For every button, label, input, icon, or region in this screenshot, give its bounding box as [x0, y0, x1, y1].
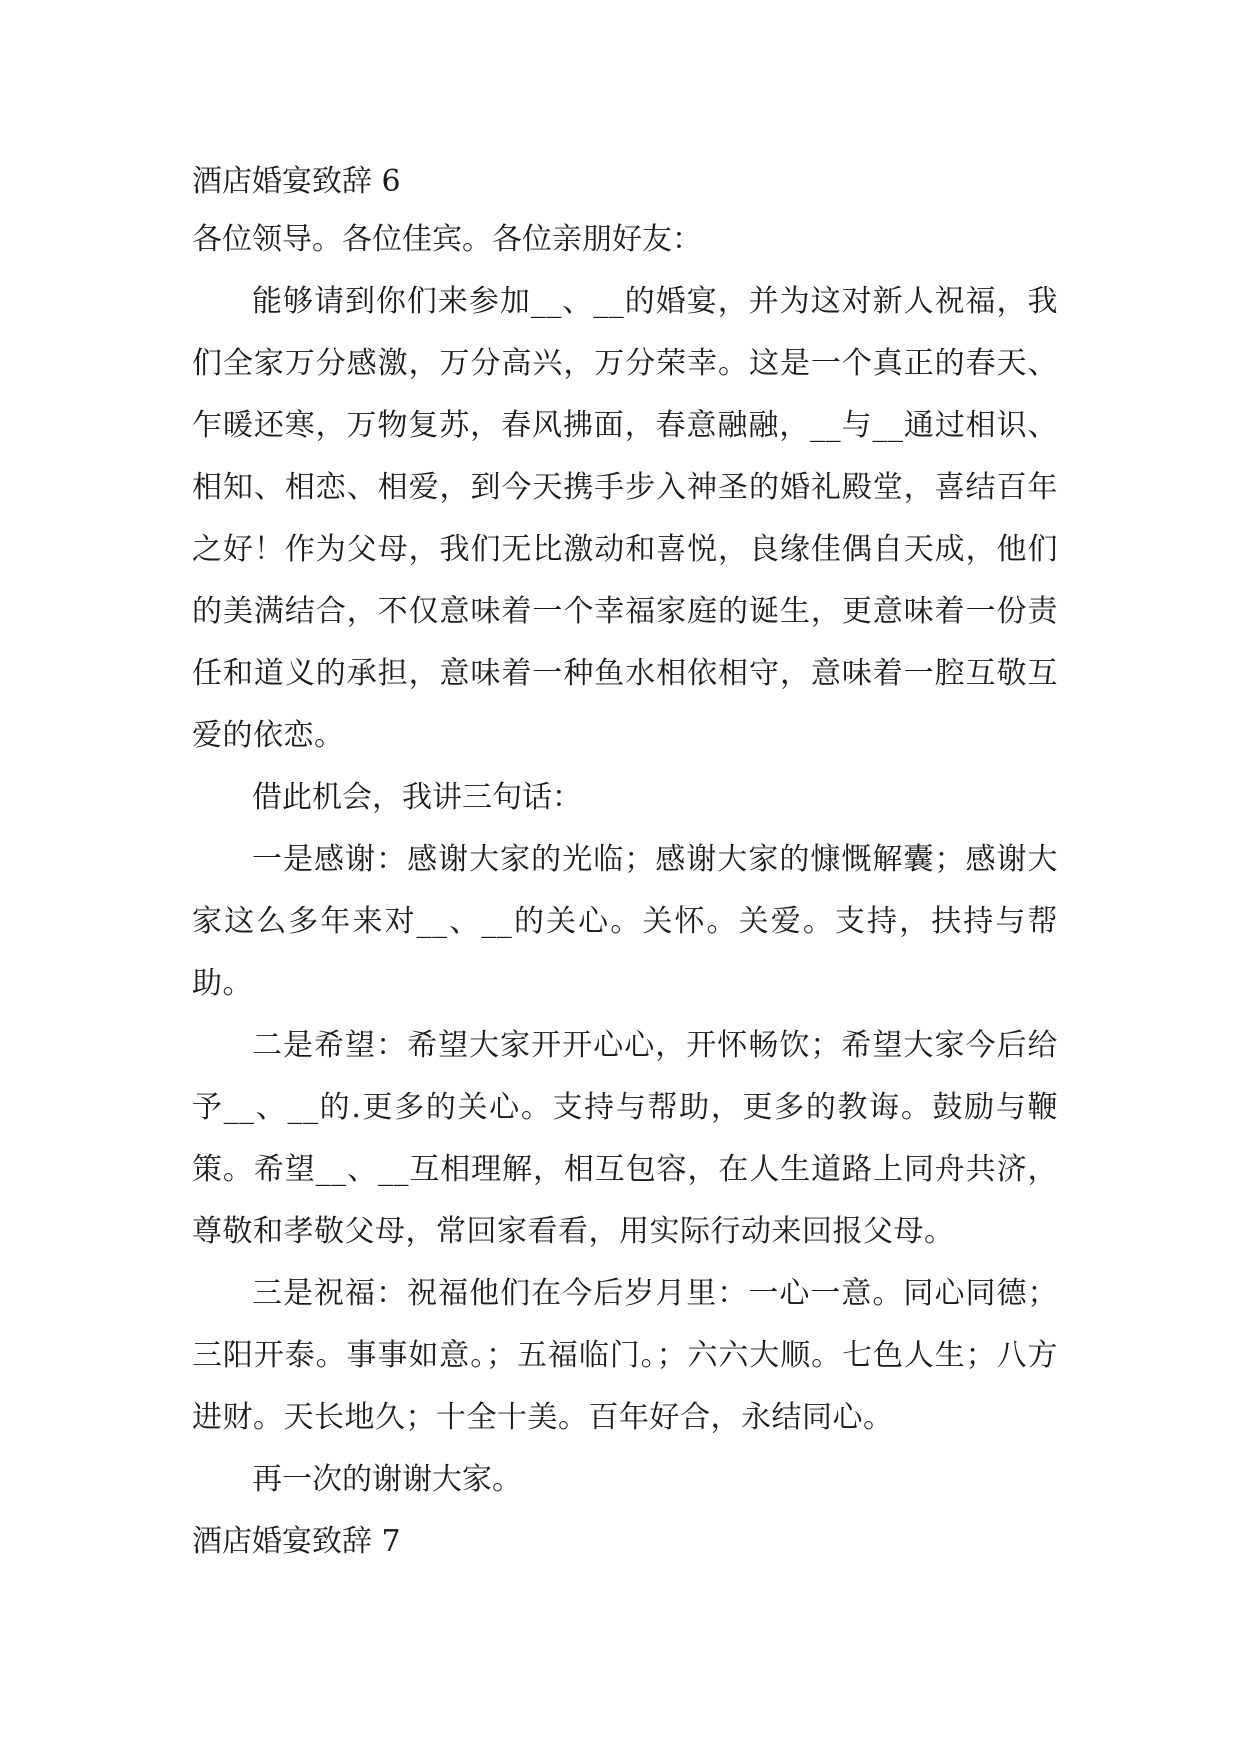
section-heading: 酒店婚宴致辞 6	[192, 164, 401, 199]
section-heading: 酒店婚宴致辞 7	[192, 1524, 401, 1559]
paragraph-thanks: 一是感谢：感谢大家的光临；感谢大家的慷慨解囊；感谢大家这么多年来对__、__的关心。关怀。关爱。支持，扶持与帮助。	[192, 842, 1058, 1001]
paragraph-hopes: 二是希望：希望大家开开心心，开怀畅饮；希望大家今后给予__、__的.更多的关心。支持与帮助，更多的教诲。鼓励与鞭策。希望__、__互相理解，相互包容，在人生道路上同舟共济，尊敬和孝敬父母，常回家看看，用实际行动来回报父母。	[192, 1028, 1058, 1249]
paragraph-closing: 再一次的谢谢大家。	[252, 1462, 522, 1497]
document-page	[192, 155, 1058, 1573]
paragraph-intro: 借此机会，我讲三句话：	[252, 780, 582, 815]
salutation: 各位领导。各位佳宾。各位亲朋好友：	[192, 222, 702, 257]
paragraph-opening: 能够请到你们来参加__、__的婚宴，并为这对新人祝福，我们全家万分感激，万分高兴，万分荣幸。这是一个真正的春天、乍暖还寒，万物复苏，春风拂面，春意融融，__与__通过相识、相知、相恋、相爱，到今天携手步入神圣的婚礼殿堂，喜结百年之好！作为父母，我们无比激动和喜悦，良缘佳偶自天成，他们的美满结合，不仅意味着一个幸福家庭的诞生，更意味着一份责任和道义的承担，意味着一种鱼水相依相守，意味着一腔互敬互爱的依恋。	[192, 284, 1058, 753]
paragraph-blessings: 三是祝福：祝福他们在今后岁月里：一心一意。同心同德；三阳开泰。事事如意。；五福临门。；六六大顺。七色人生；八方进财。天长地久；十全十美。百年好合，永结同心。	[192, 1276, 1058, 1435]
